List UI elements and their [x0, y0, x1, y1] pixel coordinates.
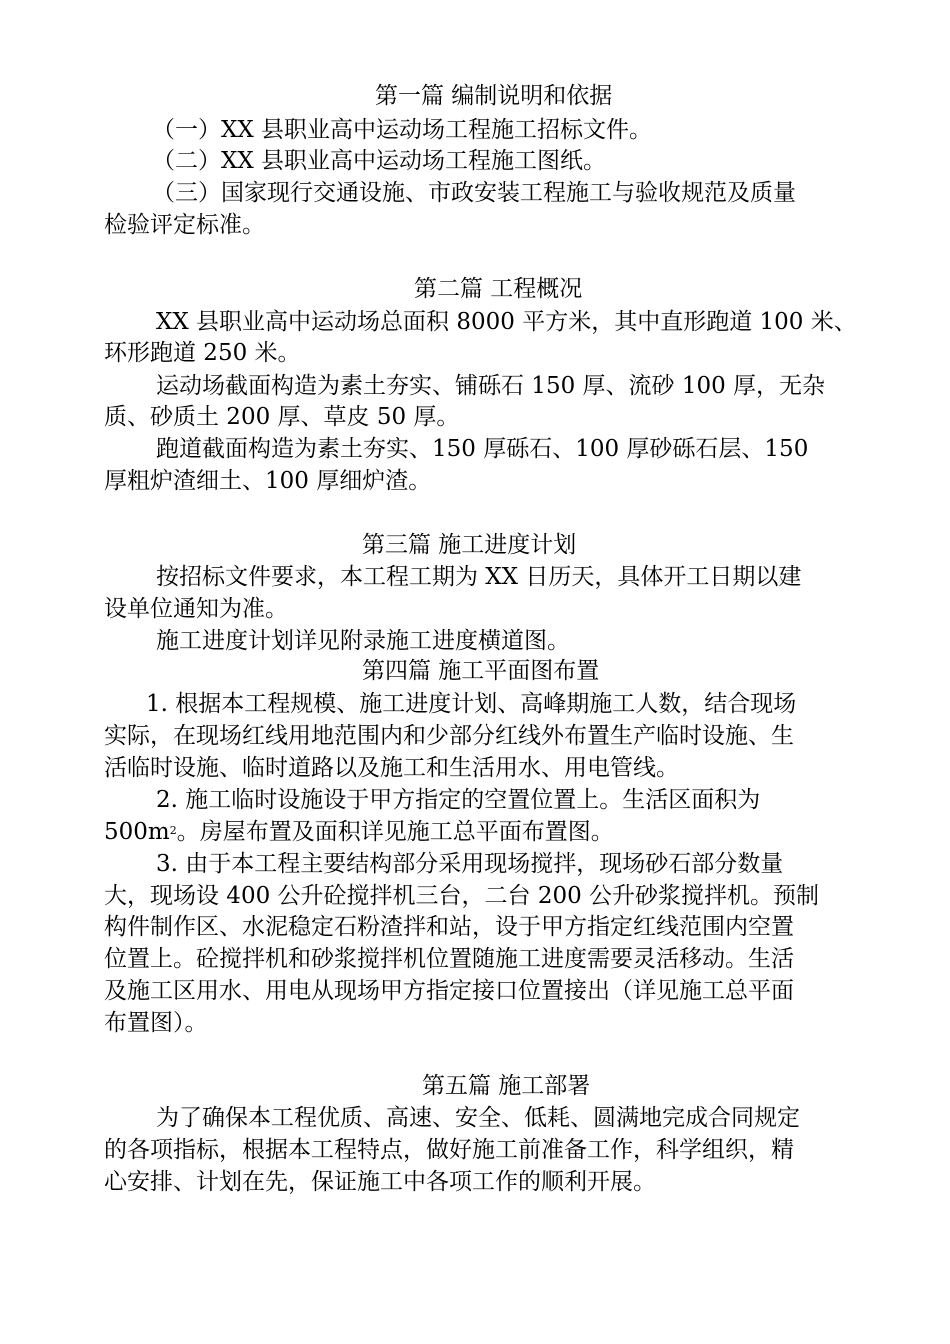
paragraph-line: （一）XX 县职业高中运动场工程施工招标文件。 [152, 117, 653, 143]
paragraph-line: 厚粗炉渣细土、100 厚细炉渣。 [104, 468, 432, 494]
paragraph-line: 环形跑道 250 米。 [104, 340, 301, 366]
paragraph-line: 3. 由于本工程主要结构部分采用现场搅拌，现场砂石部分数量 [156, 851, 784, 877]
superscript-exponent: 2 [169, 824, 177, 837]
paragraph-line: 的各项指标，根据本工程特点，做好施工前准备工作，科学组织，精 [104, 1137, 794, 1163]
paragraph-line: 运动场截面构造为素土夯实、铺砾石 150 厚、流砂 100 厚，无杂 [156, 373, 826, 399]
section-heading-5: 第五篇 施工部署 [422, 1073, 591, 1099]
paragraph-line: 1. 根据本工程规模、施工进度计划、高峰期施工人数，结合现场 [146, 691, 797, 717]
paragraph-line: XX 县职业高中运动场总面积 8000 平方米，其中直形跑道 100 米、 [156, 309, 857, 335]
paragraph-line: 及施工区用水、用电从现场甲方指定接口位置接出（详见施工总平面 [104, 978, 794, 1004]
paragraph-line: 检验评定标准。 [104, 212, 265, 238]
paragraph-line: 大，现场设 400 公升砼搅拌机三台，二台 200 公升砂浆搅拌机。预制 [104, 883, 820, 909]
paragraph-line: 实际，在现场红线用地范围内和少部分红线外布置生产临时设施、生 [104, 723, 794, 749]
paragraph-line: 活临时设施、临时道路以及施工和生活用水、用电管线。 [104, 755, 679, 781]
paragraph-line: 按招标文件要求，本工程工期为 XX 日历天，具体开工日期以建 [156, 564, 802, 590]
paragraph-line: 布置图）。 [104, 1010, 208, 1036]
paragraph-line: 质、砂质土 200 厚、草皮 50 厚。 [104, 404, 460, 430]
section-heading-4: 第四篇 施工平面图布置 [362, 658, 600, 684]
area-sentence-tail: 。房屋布置及面积详见施工总平面布置图。 [176, 819, 614, 845]
paragraph-line: 2. 施工临时设施设于甲方指定的空置位置上。生活区面积为 [156, 787, 761, 813]
paragraph-line: 位置上。砼搅拌机和砂浆搅拌机位置随施工进度需要灵活移动。生活 [104, 946, 794, 972]
paragraph-line: 为了确保本工程优质、高速、安全、低耗、圆满地完成合同规定 [156, 1105, 800, 1131]
paragraph-line: 设单位通知为准。 [104, 596, 288, 622]
paragraph-line: （三）国家现行交通设施、市政安装工程施工与验收规范及质量 [152, 180, 796, 206]
paragraph-line [104, 817, 614, 847]
paragraph-line: 施工进度计划详见附录施工进度横道图。 [156, 628, 570, 654]
paragraph-line: 跑道截面构造为素土夯实、150 厚砾石、100 厚砂砾石层、150 [156, 436, 809, 462]
paragraph-line: 心安排、计划在先，保证施工中各项工作的顺利开展。 [104, 1169, 656, 1195]
paragraph-line: （二）XX 县职业高中运动场工程施工图纸。 [152, 148, 607, 174]
area-value: 500m [104, 819, 170, 845]
paragraph-line: 构件制作区、水泥稳定石粉渣拌和站，设于甲方指定红线范围内空置 [104, 914, 794, 940]
section-heading-1: 第一篇 编制说明和依据 [375, 83, 613, 109]
section-heading-3: 第三篇 施工进度计划 [362, 532, 577, 558]
section-heading-2: 第二篇 工程概况 [414, 276, 583, 302]
